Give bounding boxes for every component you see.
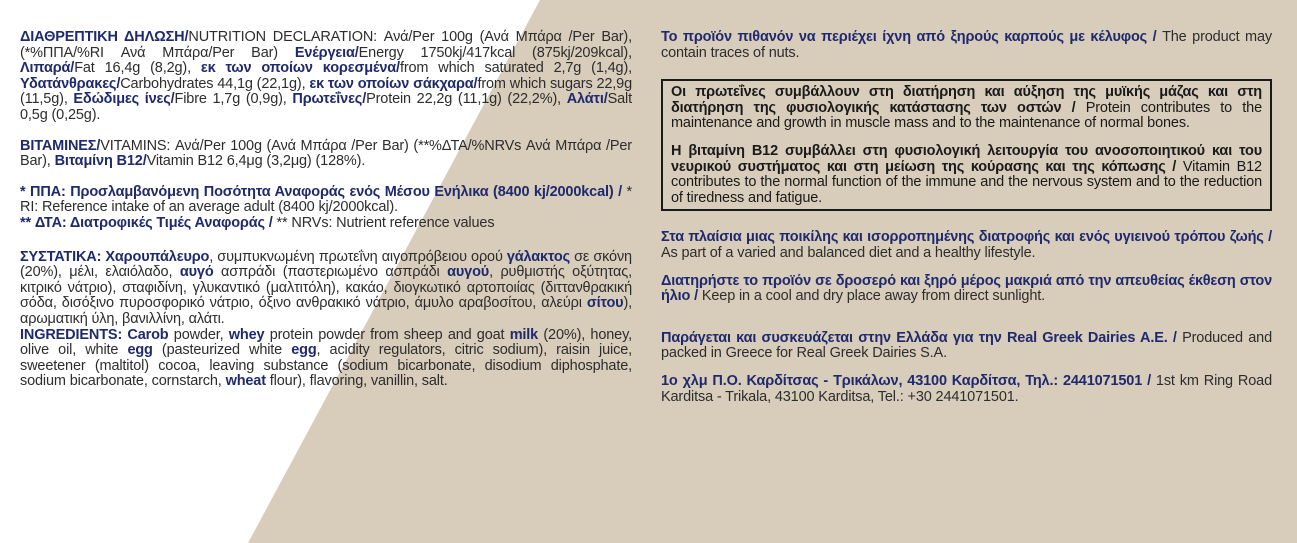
b12-claim: Η βιταμίνη B12 συμβάλλει στη φυσιολογική λειτουργία του ανοσοποιητικού και του νευρικού συστήματος και στη μείωση της κούρασης και της κόπωσης / Vitamin B12 contributes to the normal function of the immune and the nervous system and to the reduction of tiredness and fatigue. <box>671 142 1262 206</box>
health-claims-box <box>661 79 1272 211</box>
producer-note: Παράγεται και συσκευάζεται στην Ελλάδα για την Real Greek Dairies A.E. / Produced and packed in Greece for Real Greek Dairies S.A. <box>661 329 1272 362</box>
diet-note: Στα πλαίσια μιας ποικίλης και ισορροπημένης διατροφής και ενός υγιεινού τρόπου ζωής / As part of a varied and balanced diet and a healthy lifestyle. <box>661 229 1272 261</box>
storage-note: Διατηρήστε το προϊόν σε δροσερό και ξηρό μέρος μακριά από την απευθείας έκθεση στον ήλιο / Keep in a cool and dry place away from direct sunlight. <box>661 272 1272 305</box>
nuts-warning: Το προϊόν πιθανόν να περιέχει ίχνη από ξηρούς καρπούς με κέλυφος / The product may contain traces of nuts. <box>661 29 1272 61</box>
nutrition-declaration: ΔΙΑΘΡΕΠΤΙΚΗ ΔΗΛΩΣΗ/NUTRITION DECLARATION: Ανά/Per 100g (Ανά Μπάρα /Per Bar), (*%ΠΠΑ/%RI Ανά Μπάρα/Per Bar) Ενέργεια/Energy 1750kj/417kcal (875kj/209kcal), Λιπαρά/Fat 16,4g (8,2g), εκ των οποίων κορεσμένα/from which saturated 2,7g (1,4g), Υδατάνθρακες/Carbohydrates 44,1g (22,1g), εκ των οποίων σάκχαρα/from which sugars 22,9g (11,5g), Εδώδιμες ίνες/Fibre 1,7g (0,9g), Πρωτεΐνες/Protein 22,2g (11,1g) (22,2%), Αλάτι/Salt 0,5g (0,25g). <box>20 29 633 123</box>
left-column <box>20 30 632 390</box>
ingredients-list: ΣΥΣΤΑΤΙΚΑ: Χαρουπάλευρο, συμπυκνωμένη πρωτεΐνη αιγοπρόβειου ορού γάλακτος σε σκόνη (20%), μέλι, ελαιόλαδο, αυγό ασπράδι (παστεριωμένο ασπράδι αυγού, ρυθμιστής οξύτητας, κιτρικό νάτριο), σταφιδίνη, γλυκαντικό (μαλτιτόλη), κακάο, διογκωτικό αρτοποιίας (διττανθρακική σόδα, δισόξινο πυροσφορικό νάτριο, όξινο ανθρακικό νάτριο, άμυλο αραβοσίτου, αλεύρι σίτου), αρωματική ύλη, βανιλλίνη, αλάτι. INGREDIENTS: Carob powder, whey protein powder from sheep and goat milk (20%), honey, olive oil, white egg (pasteurized white egg, acidity regulators, citric sodium), raisin juice, sweetener (maltitol) cocoa, leaving substance (sodium bicarbonate, disodium diphosphate, sodium bicarbonate, cornstarch, wheat flour), flavoring, vanillin, salt. <box>20 248 633 390</box>
ri-footnote: * ΠΠΑ: Προσλαμβανόμενη Ποσότητα Αναφοράς ενός Μέσου Ενήλικα (8400 kj/2000kcal) / * RI: Reference intake of an average adult (8400 kj/2000kcal). ** ΔΤΑ: Διατροφικές Τιμές Αναφοράς / ** NRVs: Nutrient reference values <box>20 183 632 231</box>
right-column <box>661 30 1272 405</box>
vitamins-declaration: ΒΙΤΑΜΙΝΕΣ/VITAMINS: Ανά/Per 100g (Ανά Μπάρα /Per Bar) (**%ΔΤΑ/%NRVs Ανά Μπάρα /Per Bar), Βιταμίνη B12/Vitamin B12 6,4μg (3,2μg) (128%). <box>20 137 632 170</box>
protein-claim: Οι πρωτεΐνες συμβάλλουν στη διατήρηση και αύξηση της μυϊκής μάζας και στη διατήρηση της φυσιολογικής κατάστασης των οστών / Protein contributes to the maintenance and growth in muscle mass and to the maintenance of normal bones. <box>671 84 1262 132</box>
address-note: 1ο χλμ Π.Ο. Καρδίτσας - Τρικάλων, 43100 Καρδίτσα, Τηλ.: 2441071501 / 1st km Ring Road Karditsa - Trikala, 43100 Karditsa, Tel.: +30 2441071501. <box>661 372 1272 405</box>
